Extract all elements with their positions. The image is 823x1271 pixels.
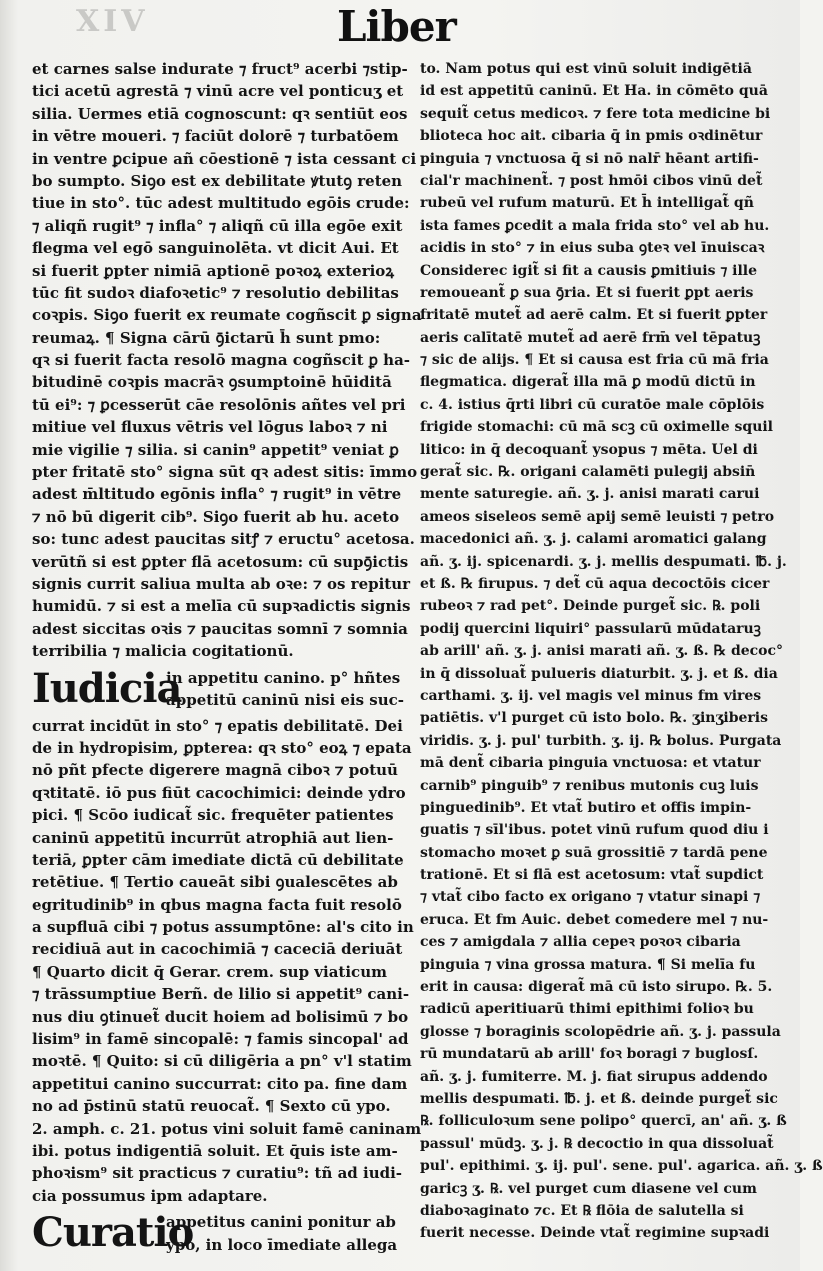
right-column <box>420 58 823 1245</box>
initial-curatio: Curatio <box>32 1209 194 1257</box>
text-line: bo sumpto. Siꝯo est ex debilitate ꝟtutꝯ reten <box>32 171 403 190</box>
text-line: coꝛpis. Siꝯo fuerit ex reumate cogñscit ꝑ signa <box>32 306 422 325</box>
text-line: c. 4. istius q̄rti libri cū curatōe male cōplōis <box>420 396 765 413</box>
text-line: rū mundatarū ab arill' foꝛ boragi ⁊ buglosſ. <box>420 1046 759 1063</box>
text-line: fuerit necesse. Deinde vtat̃ regimine supꝛadi <box>420 1225 770 1242</box>
text-line: mie vigilie ⁊ silia. si canin⁹ appetit⁹ veniat ꝑ <box>32 440 399 459</box>
text-line: tūc fit sudoꝛ diafoꝛetic⁹ ⁊ resolutio debilitas <box>32 283 399 302</box>
text-line: erit in causa: digerat̃ mā cū isto sirupo. ℞. 5. <box>420 979 773 996</box>
text-line: ℞. folliculoꝛum sene polipo° quercī, an' añ. ʒ. ß <box>420 1113 787 1130</box>
text-line: id est appetitū caninū. Et Ha. in cōmēto quā <box>420 83 768 100</box>
text-line: pinguia ⁊ vina grossa matura. ¶ Si melīa fu <box>420 956 756 973</box>
text-line: pul'. epithimi. ʒ. ij. pul'. sene. pul'. agarica. añ. ʒ. ß <box>420 1158 823 1175</box>
text-line: ibi. potus indigentiā soluit. Et q̄uis iste am- <box>32 1141 398 1160</box>
text-line: in vētre moueri. ⁊ faciūt dolorē ⁊ turbatōem <box>32 127 399 146</box>
text-line: a supfluā cibi ⁊ potus assumptōne: al's cito in <box>32 918 414 937</box>
bleed-through-text: XIV <box>76 4 149 39</box>
text-line: trationē. Et si flā est acetosum: vtat̃ supdict <box>420 867 764 884</box>
judicia-paragraph-start <box>32 664 417 715</box>
text-line: et ß. ℞ firupus. ⁊ det̃ cū aqua decoctōis cicer <box>420 575 770 592</box>
text-line: moꝛtē. ¶ Quito: si cū diligēria a pn° v'l statim <box>32 1052 412 1071</box>
text-line: so: tunc adest paucitas sitꝭ ⁊ eructu° acetosa. <box>32 530 415 549</box>
text-line: de in hydropisim, ꝑpterea: qꝛ sto° eoꝝ ⁊ epata <box>32 738 412 757</box>
text-line: ⁊ nō bū digerit cib⁹. Siꝯo fuerit ab hu. aceto <box>32 507 400 526</box>
text-line: rubeoꝛ ⁊ rad pet°. Deinde purget̃ sic. ℞. poli <box>420 598 761 615</box>
text-line: remoueant̃ ꝑ sua ꝯ̄ria. Et si fuerit ꝑpt aeris <box>420 284 754 301</box>
text-line: cial'r machinent̃. ⁊ post hmōi cibos vinū det̃ <box>420 172 763 189</box>
text-line: litico: in q̄ decoquant̃ ysopus ⁊ mēta. Uel di <box>420 441 758 458</box>
text-line: mellis despumati. ℔. j. et ß. deinde purget̃ sic <box>420 1090 778 1107</box>
text-line: tici acetū agrestā ⁊ vinū acre vel ponticuʒ et <box>32 82 404 101</box>
text-line: viridis. ʒ. j. pul' turbith. ʒ. ij. ℞ bolus. Purgata <box>420 732 782 749</box>
text-line: terribilia ⁊ malicia cogitationū. <box>32 642 294 661</box>
curatio-line-2: ypo, in loco īmediate allega <box>166 1235 398 1254</box>
text-line: mente saturegie. añ. ʒ. j. anisi marati carui <box>420 486 760 503</box>
text-line: macedonici añ. ʒ. j. calami aromatici galang <box>420 531 767 548</box>
text-line: radicū aperitiuarū thimi epithimi folioꝛ bu <box>420 1001 754 1018</box>
text-line: aeris calītatē mutet̃ ad aerē frm̄ vel tēpatuꝫ <box>420 329 761 346</box>
text-line: 2. amph. c. 21. potus vini soluit famē caninam <box>32 1119 422 1138</box>
text-line: pinguedinib⁹. Et vtat̃ butiro et offis impin- <box>420 799 752 816</box>
text-line: ⁊ aliqñ rugit⁹ ⁊ infla° ⁊ aliqñ cū illa egōe exit <box>32 216 403 235</box>
text-line: pter fritatē sto° signa sūt qꝛ adest sitis: īmmo <box>32 463 418 482</box>
text-line: retētiue. ¶ Tertio caueāt sibi ꝯualescētes ab <box>32 873 398 892</box>
text-line: stomacho moꝛet ꝑ suā grossitiē ⁊ tardā pene <box>420 844 768 861</box>
text-line: egritudinib⁹ in qbus magna facta fuit resolō <box>32 895 402 914</box>
text-line: añ. ʒ. ij. spicenardi. ʒ. j. mellis despumati. ℔. j. <box>420 553 787 570</box>
text-line: bitudinē coꝛpis macrāꝛ ꝯsumptoinē hūiditā <box>32 373 392 392</box>
text-line: qꝛtitatē. iō pus fiūt cacochimici: deinde ydro <box>32 783 406 802</box>
text-line: appetitui canino succurrat: cito pa. fine dam <box>32 1074 408 1093</box>
text-line: ⁊ trāssumptiue Berñ. de lilio si appetit⁹ cani- <box>32 985 410 1004</box>
text-line: reumaꝝ. ¶ Signa cārū ꝯ̄ictarū h̄ sunt pmo: <box>32 328 381 347</box>
text-line: silia. Uermes etiā cognoscunt: qꝛ sentiūt eos <box>32 104 408 123</box>
text-line: in ventre ꝑcipue añ cōestionē ⁊ ista cessant ci <box>32 149 417 168</box>
text-line: frigide stomachi: cū mā scꝫ cū oximelle squil <box>420 419 774 436</box>
text-line: humidū. ⁊ si est a melīa cū supꝛadictis signis <box>32 597 411 616</box>
text-line: mā dent̃ cibaria pinguia vnctuosa: et vtatur <box>420 755 761 772</box>
curatio-line-1: appetitus canini ponitur ab <box>166 1213 396 1232</box>
left-column <box>32 58 422 1259</box>
text-line: et carnes salse indurate ⁊ fruct⁹ acerbi ⁊stip- <box>32 60 408 78</box>
text-line: patiētis. v'l purget cū isto bolo. ℞. ʒinʒiberis <box>420 710 768 727</box>
text-line: to. Nam potus qui est vinū soluit indigētiā <box>420 61 752 77</box>
text-line: caninū appetitū incurrūt atrophiā aut lien- <box>32 828 394 847</box>
right-lines <box>420 58 823 1245</box>
text-line: qꝛ si fuerit facta resolō magna cogñscit ꝑ ha- <box>32 351 411 370</box>
initial-judicia: Iudicia <box>32 664 182 712</box>
left-lines-a <box>32 58 422 663</box>
text-line: si fuerit ꝑpter nimiā aptionē poꝛoꝝ exterioꝝ <box>32 261 394 280</box>
page-title: Liber <box>337 2 456 51</box>
text-line: sequit̃ cetus medicoꝛ. ⁊ fere tota medicine bi <box>420 105 771 122</box>
text-line: lisim⁹ in famē sincopalē: ⁊ famis sincopal' ad <box>32 1030 409 1049</box>
text-line: eruca. Et fm Auic. debet comedere mel ⁊ nu- <box>420 911 769 928</box>
text-line: glosse ⁊ boraginis scolopēdrie añ. ʒ. j. passula <box>420 1023 781 1040</box>
text-line: pici. ¶ Scōo iudicat̃ sic. frequēter patientes <box>32 806 394 825</box>
text-line: teriā, ꝑpter cām imediate dictā cū debilitate <box>32 850 404 869</box>
text-line: in q̄ dissoluat̃ pulueris diaturbit. ʒ. j. et ß. dia <box>420 665 778 682</box>
text-line: carthami. ʒ. ij. vel magis vel minus fm vires <box>420 687 762 704</box>
text-line: nō pñt pfecte digerere magnā ciboꝛ ⁊ potuū <box>32 761 398 780</box>
text-line: fritatē mutet̃ ad aerē calm. Et si fuerit ꝑpter <box>420 307 768 324</box>
text-line: ista fames ꝑcedit a mala frida sto° vel ab hu. <box>420 217 770 234</box>
text-line: pinguia ⁊ vnctuosa q̄ si nō nalr̄ hēant artifi- <box>420 150 759 167</box>
text-line: ⁊ sic de alijs. ¶ Et si causa est fria cū mā fria <box>420 352 769 369</box>
text-line: añ. ʒ. j. fumiterre. M. j. fiat sirupus addendo <box>420 1068 768 1085</box>
text-line: ces ⁊ amigdala ⁊ allia cepeꝛ poꝛoꝛ cibaria <box>420 934 741 951</box>
text-line: Considerec igit̃ si fit a causis ꝑmitiuis ⁊ ille <box>420 262 758 279</box>
text-line: blioteca hoc ait. cibaria q̄ in pmis oꝛdinētur <box>420 128 763 145</box>
text-line: recidiuā aut in cacochimiā ⁊ caceciā deriuāt <box>32 940 403 959</box>
text-line: cia possumus ipm adaptare. <box>32 1186 268 1205</box>
text-line: diaboꝛaginato ⁊c. Et ℞ flōia de salutella si <box>420 1202 744 1219</box>
text-line: ab arill' añ. ʒ. j. anisi marati añ. ʒ. ß. ℞ decoc° <box>420 643 784 660</box>
text-line: tiue in sto°. tūc adest multitudo egōis crude: <box>32 194 410 213</box>
text-line: adest m̄ltitudo egōnis infla° ⁊ rugit⁹ in vētre <box>32 485 402 504</box>
curatio-paragraph-start <box>32 1211 417 1259</box>
text-line: tū ei⁹: ⁊ ꝑcesserūt cāe resolōnis añtes vel pri <box>32 395 406 414</box>
text-line: phoꝛism⁹ sit practicus ⁊ curatiu⁹: tñ ad iudi- <box>32 1164 403 1183</box>
text-line: podij quercini liquiri° passularū mūdataruꝫ <box>420 620 761 637</box>
text-line: adest siccitas oꝛis ⁊ paucitas somnī ⁊ somnia <box>32 619 408 638</box>
text-line: ⁊ vtat̃ cibo facto ex origano ⁊ vtatur sinapi ⁊ <box>420 889 761 906</box>
text-line: rubeū vel rufum maturū. Et h̄ intelligat̃ qñ <box>420 195 754 212</box>
text-line: garicꝫ ʒ. ℞. vel purget cum diasene vel cum <box>420 1180 757 1197</box>
text-line: flegmatica. digerat̃ illa mā ꝑ modū dictū in <box>420 374 756 391</box>
judicia-line-1: in appetitu canino. p° hñtes <box>166 668 401 687</box>
text-line: guatis ⁊ sīl'ibus. potet vinū rufum quod diu i <box>420 822 769 839</box>
text-line: nus diu ꝯtinuet̃ ducit hoiem ad bolisimū ⁊ bo <box>32 1007 409 1026</box>
left-lines-b <box>32 715 422 1208</box>
text-line: ameos siseleos semē apij semē leuisti ⁊ petro <box>420 508 775 525</box>
text-line: passul' mūdꝫ. ʒ. j. ℞ decoctio in qua dissoluat̃ <box>420 1135 774 1152</box>
text-line: carnib⁹ pinguib⁹ ⁊ renibus mutonis cuꝫ luis <box>420 777 759 794</box>
text-line: verūtñ si est ꝑpter flā acetosum: cū supꝯ̄ictis <box>32 552 409 571</box>
text-line: acidis in sto° ⁊ in eius suba ꝯteꝛ vel īnuiscaꝛ <box>420 240 765 257</box>
judicia-line-2: appetitū caninū nisi eis suc- <box>166 690 405 709</box>
text-line: currat incidūt in sto° ⁊ epatis debilitatē. Dei <box>32 716 403 735</box>
text-line: mitiue vel fluxus vētris vel lōgus laboꝛ ⁊ ni <box>32 418 388 437</box>
text-line: signis currit saliua multa ab oꝛe: ⁊ os repitur <box>32 574 411 593</box>
text-line: gerat̃ sic. ℞. origani calamēti pulegij absin̄ <box>420 464 756 481</box>
text-line: no ad p̄stinū statū reuocat̃. ¶ Sexto cū ypo. <box>32 1097 391 1116</box>
text-line: ¶ Quarto dicit q̄ Gerar. crem. sup viaticum <box>32 962 387 981</box>
text-line: flegma vel egō sanguinolēta. vt dicit Aui. Et <box>32 239 399 258</box>
